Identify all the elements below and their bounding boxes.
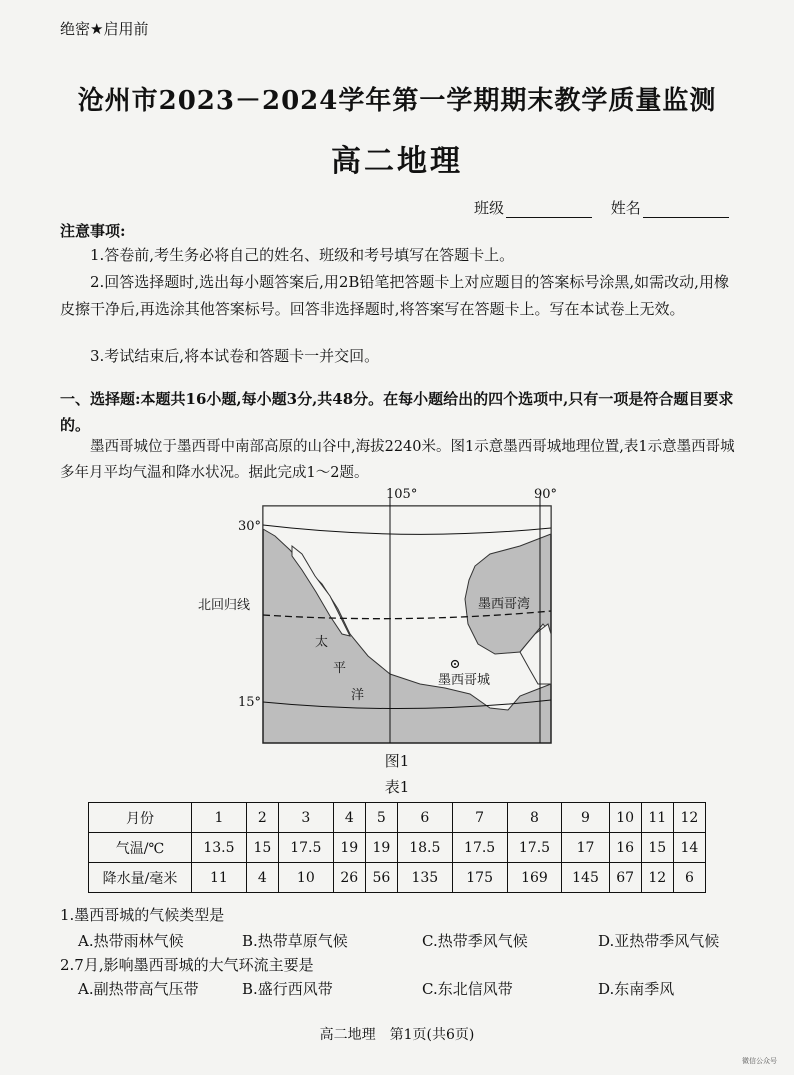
class-field[interactable] [506,203,592,218]
table-cell: 4 [246,863,278,893]
q1-option-d[interactable]: D.亚热带季风气候 [598,932,720,950]
table-row [89,833,706,863]
table-cell: 17.5 [507,833,562,863]
table-cell: 6 [673,863,705,893]
table-caption: 表1 [384,778,410,796]
label-ocean-1: 太 [315,635,329,650]
note-1: 1.答卷前,考生务必将自己的姓名、班级和考号填写在答题卡上。 [90,246,515,264]
notes-heading: 注意事项: [60,222,126,240]
table-cell: 16 [609,833,641,863]
label-gulf: 墨西哥湾 [478,597,531,612]
table-cell: 56 [365,863,397,893]
table-cell: 13.5 [192,833,247,863]
figure-caption: 图1 [384,752,410,770]
mexico-map [190,484,580,749]
class-label: 班级 [474,199,505,217]
question-1-stem: 1.墨西哥城的气候类型是 [60,906,225,924]
table-row [89,803,706,833]
note-2: 2.回答选择题时,选出每小题答案后,用2B铅笔把答题卡上对应题目的答案标号涂黑,如需改动,用橡皮擦干净后,再选涂其他答案标号。回答非选择题时,将答案写在答题卡上。写在本试卷上无效。 [60,273,729,318]
label-105: 105° [386,487,418,502]
table-cell: 12 [673,803,705,833]
table-cell: 2 [246,803,278,833]
q2-option-b[interactable]: B.盛行西风带 [242,980,333,998]
table-cell: 10 [278,863,333,893]
table-cell: 3 [278,803,333,833]
q2-option-a[interactable]: A.副热带高气压带 [78,980,199,998]
q1-option-c[interactable]: C.热带季风气候 [422,932,528,950]
question-intro: 墨西哥城位于墨西哥中南部高原的山谷中,海拔2240米。图1示意墨西哥城地理位置,表1示意墨西哥城多年月平均气温和降水状况。据此完成1～2题。 [60,439,735,481]
table-cell: 17.5 [278,833,333,863]
label-ocean-3: 洋 [351,688,365,703]
student-info [474,197,743,218]
row-label: 降水量/毫米 [89,863,192,893]
table-cell: 8 [507,803,562,833]
table-cell: 15 [246,833,278,863]
table-cell: 10 [609,803,641,833]
table-cell: 169 [507,863,562,893]
section-heading: 一、选择题:本题共16小题,每小题3分,共48分。在每小题给出的四个选项中,只有一项是符合题目要求的。 [60,390,734,434]
climate-table [88,802,706,893]
table-cell: 12 [641,863,673,893]
table-cell: 14 [673,833,705,863]
table-cell: 6 [397,803,452,833]
watermark: 微信公众号 [742,1057,777,1065]
label-30: 30° [238,519,262,534]
page-footer: 高二地理 第1页(共6页) [319,1027,475,1043]
q2-option-c[interactable]: C.东北信风带 [422,980,513,998]
question-2-stem: 2.7月,影响墨西哥城的大气环流主要是 [60,956,314,974]
table-cell: 4 [333,803,365,833]
table-cell: 11 [192,863,247,893]
subject-title: 高二地理 [331,144,463,179]
table-cell: 17.5 [452,833,507,863]
table-cell: 9 [562,803,609,833]
q1-option-a[interactable]: A.热带雨林气候 [78,932,184,950]
table-cell: 11 [641,803,673,833]
table-cell: 67 [609,863,641,893]
table-cell: 19 [333,833,365,863]
name-field[interactable] [643,203,729,218]
label-city: 墨西哥城 [438,673,491,688]
table-cell: 15 [641,833,673,863]
table-cell: 19 [365,833,397,863]
table-cell: 7 [452,803,507,833]
table-cell: 175 [452,863,507,893]
table-cell: 17 [562,833,609,863]
table-row [89,863,706,893]
q1-option-b[interactable]: B.热带草原气候 [242,932,348,950]
table-cell: 135 [397,863,452,893]
label-15: 15° [238,695,262,710]
confidential-label: 绝密★启用前 [60,20,149,38]
table-cell: 1 [192,803,247,833]
exam-title: 沧州市2023－2024学年第一学期期末教学质量监测 [77,86,717,116]
table-cell: 145 [562,863,609,893]
note-3: 3.考试结束后,将本试卷和答题卡一并交回。 [90,347,380,365]
table-cell: 26 [333,863,365,893]
name-label: 姓名 [610,199,641,217]
label-90: 90° [534,487,558,502]
label-tropic: 北回归线 [198,598,251,613]
row-label: 月份 [89,803,192,833]
row-label: 气温/℃ [89,833,192,863]
q2-option-d[interactable]: D.东南季风 [598,980,675,998]
label-ocean-2: 平 [333,661,347,676]
table-cell: 18.5 [397,833,452,863]
table-cell: 5 [365,803,397,833]
